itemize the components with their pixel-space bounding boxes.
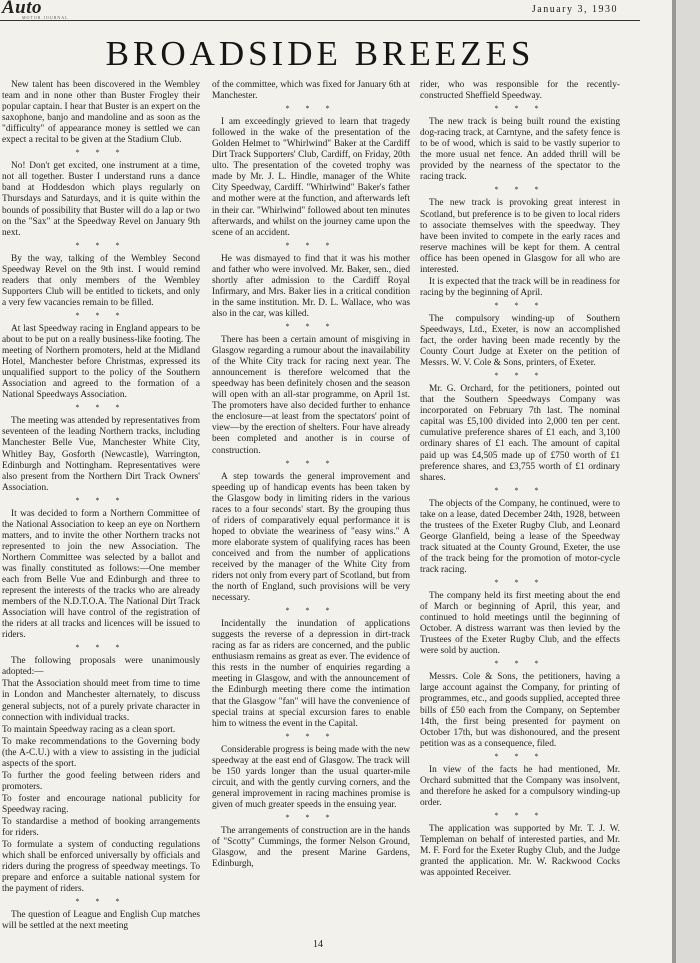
paragraph: The compulsory winding-up of Southern Speedways, Ltd., Exeter, is now an accomplished fact, the order having been made recently by the County Court Judge at Exeter on the petition of Messrs. W. V. Cole & Sons, printers, of Exeter. xyxy=(420,313,620,369)
separator: * * * xyxy=(494,751,546,761)
proposal-item: To maintain Speedway racing as a clean sport. xyxy=(2,724,176,735)
separator: * * * xyxy=(285,240,337,250)
separator: * * * xyxy=(75,240,127,250)
page-number: 14 xyxy=(313,939,323,950)
separator: * * * xyxy=(494,485,546,495)
separator: * * * xyxy=(494,185,546,195)
separator: * * * xyxy=(75,897,127,907)
paragraph: The meeting was attended by representatives from seventeen of the leading Northern tracks, including Manchester Belle Vue, Manchester White City, Whitley Bay, Gosforth (Newcastle), Warrington, Edinburgh and Nottingham. Representatives were also present from the Northern Dirt Track Owners' Association. xyxy=(2,416,200,493)
paragraph: rider, who was responsible for the recently-constructed Sheffield Speedway. xyxy=(420,80,620,102)
paragraph: The new track is being built round the existing dog-racing track, at Carntyne, and the safety fence is to be of wood, which is said to be vastly superior to the more usual net fence. An added thrill will be provided by the nearness of the spectator to the racing track. xyxy=(420,117,620,183)
separator: * * * xyxy=(494,371,546,381)
paragraph: The objects of the Company, he continued, were to take on a lease, dated December 24th, 1928, between the trustees of the Exeter Rugby Club, and Leonard George Glanfield, being a lease of the Speedway track situated at the County Ground, Exeter, the use of the track being for the promotion of motor-cycle track racing. xyxy=(420,498,620,575)
paragraph: There has been a certain amount of misgiving in Glasgow regarding a rumour about the inavailability of the White City track for racing next year. The announcement is therefore welcomed that the speedway has been definitely chosen and the season will open with an all-star programme, on April 1st. The promoters have also decided further to enhance the enclosure—at least from the spectators' point of view—by the erection of shelters. Four have already been completed and another is in course of construction. xyxy=(212,335,410,456)
paragraph: of the committee, which was fixed for January 6th at Manchester. xyxy=(212,80,410,102)
paragraph: Mr. G. Orchard, for the petitioners, pointed out that the Southern Speedways Company was incorporated on February 7th last. The nominal capital was £5,100 divided into 2,000 ten per cent. cumulative preference shares of £1 each, and 3,100 ordinary shares of £1 each. The amount of capital paid up was £4,505 made up of £750 worth of £1 preference shares, and £3,755 worth of £1 ordinary shares. xyxy=(420,384,620,483)
magazine-subtitle: MOTOR JOURNAL xyxy=(22,15,69,20)
header-rule xyxy=(0,20,640,21)
paragraph: The arrangements of construction are in the hands of "Scotty" Cummings, the former Nelson Ground, Glasgow, and the present Marine Gardens, Edinburgh, xyxy=(212,826,410,870)
separator: * * * xyxy=(494,659,546,669)
paragraph: It is expected that the track will be in readiness for racing by the beginning of April. xyxy=(420,276,620,298)
separator: * * * xyxy=(494,300,546,310)
separator: * * * xyxy=(285,731,337,741)
paragraph: The application was supported by Mr. T. J. W. Templeman on behalf of interested parties, and Mr. M. F. Ford for the Exeter Rugby Club, and the Judge granted the application. Mr. W. Rackwood Cocks was appointed Receiver. xyxy=(420,824,620,879)
separator: * * * xyxy=(285,104,337,114)
column-2 xyxy=(212,80,410,871)
column-3 xyxy=(420,80,620,880)
issue-date: January 3, 1930 xyxy=(531,4,618,15)
separator: * * * xyxy=(75,643,127,653)
separator: * * * xyxy=(75,310,127,320)
paragraph: Incidentally the inundation of applications suggests the reverse of a depression in dirt-track racing as far as riders are concerned, and the public enthusiasm remains as great as ever. The evidence of this rests in the number of enquiries regarding a meeting in Glasgow, and with the announcement of the Edinburgh meeting there come the intimation that the Glasgow "fan" will have the convenience of special trains at special excursion fares to enable him to witness the event in the Capital. xyxy=(212,619,410,729)
separator: * * * xyxy=(75,403,127,413)
separator: * * * xyxy=(75,495,127,505)
separator: * * * xyxy=(494,578,546,588)
separator: * * * xyxy=(285,606,337,616)
magazine-name: Auto xyxy=(2,0,43,18)
paragraph: At last Speedway racing in England appears to be about to be put on a really business-like footing. The meeting of Northern promoters, held at the Midland Hotel, Manchester before Christmas, expressed its unqualified support to the policy of the Southern Association and agreed to the formation of a National Speedways Association. xyxy=(2,323,200,401)
paragraph: The company held its first meeting about the end of March or beginning of April, this year, and continued to hold meetings until the beginning of October. A distress warrant was then levied by the Trustees of the Exeter Rugby Club, and the effects were sold by auction. xyxy=(420,591,620,657)
proposal-item: To standardise a method of booking arrangements for riders. xyxy=(2,817,200,839)
proposal-item: To make recommendations to the Governing body (the A-C.U.) with a view to assisting in the judicial aspects of the sport. xyxy=(2,736,200,769)
page-edge xyxy=(672,0,700,963)
paragraph: The following proposals were unanimously adopted:— xyxy=(2,656,200,678)
proposal-item: To foster and encourage national publicity for Speedway racing. xyxy=(2,793,200,815)
proposal-item: That the Association should meet from time to time in London and Manchester alternately, to discuss general subjects, not of a purely private character in connection with individual tracks. xyxy=(2,679,200,723)
separator: * * * xyxy=(285,813,337,822)
proposal-item: To formulate a system of conducting regulations which shall be enforced universally by officials and riders during the progress of speedway meetings. To prepare and enforce a suitable national system for the payment of riders. xyxy=(2,840,200,895)
paragraph: New talent has been discovered in the Wembley team and in none other than Buster Frogley their popular captain. I hear that Buster is an expert on the saxophone, banjo and mandoline and as soon as the "difficulty" of appearance money is settled we can expect a recital to be given at the Stadium Club. xyxy=(2,80,200,146)
separator: * * * xyxy=(75,148,127,158)
proposal-item: To further the good feeling between riders and promoters. xyxy=(2,770,200,792)
separator: * * * xyxy=(285,321,337,331)
paragraph: The new track is provoking great interest in Scotland, but preference is to be given to local riders to associate themselves with the speedway. They have been invited to compete in the early races and reserve machines will be kept for them. A central office has been opened in Glasgow for all who are interested. xyxy=(420,198,620,275)
paragraph: Messrs. Cole & Sons, the petitioners, having a large account against the Company, for printing of programmes, etc., and goods supplied, accepted three bills of £50 each from the Company, on September 14th, the first being presented for payment on October 17th, but was dishonoured, and the present petition was as a consequence, filed. xyxy=(420,672,620,749)
paragraph: A step towards the general improvement and speeding up of handicap events has been taken by the Glasgow body in limiting riders in the various races to a four seconds' start. By the grouping thus of riders of comparatively equal performance it is hoped to obviate the weariness of "easy wins." A more elaborate system of qualifying races has been conceived and from the number of applications received by the manager of the White City from riders not only from every part of Scotland, but from the north of England, such provisions will be very necessary. xyxy=(212,471,410,604)
separator: * * * xyxy=(285,458,337,468)
page-header xyxy=(0,0,672,22)
paragraph: By the way, talking of the Wembley Second Speedway Revel on the 9th inst. I would remind readers that only members of the Wembley Supporters Club will be entitled to tickets, and only a very few vacancies remain to be filled. xyxy=(2,253,200,308)
separator: * * * xyxy=(494,810,546,820)
paragraph: No! Don't get excited, one instrument at a time, not all together. Buster I understand runs a dance band at Hoddesdon which plays regularly on Thursdays and Saturdays, and it is quite within the bounds of possibility that Buster will do a lap or two on the "Sax" at the Speedway Revel on January 9th next. xyxy=(2,161,200,238)
article-title: BROADSIDE BREEZES xyxy=(105,34,535,73)
paragraph: I am exceedingly grieved to learn that tragedy followed in the wake of the presentation of the Golden Helmet to "Whirlwind" Baker at the Cardiff Dirt Track Supporters' Club, Cardiff, on Friday, 20th ulto. The presentation of the coveted trophy was made by Mr. J. L. Hindle, manager of the White City Speedway, Cardiff. "Whirlwind" Baker's father and mother were at the function, and afterwards left in their car. "Whirlwind" followed about ten minutes afterwards, and whilst on the journey came upon the scene of an accident. xyxy=(212,117,410,238)
column-1 xyxy=(2,80,200,933)
paragraph: In view of the facts he had mentioned, Mr. Orchard submitted that the Company was insolvent, and therefore he asked for a compulsory winding-up order. xyxy=(420,764,620,808)
paragraph: He was dismayed to find that it was his mother and father who were involved. Mr. Baker, sen., died shortly after admission to the Cardiff Royal Infirmary, and Mrs. Baker lies in a critical condition in the same institution. Mr. D. L. Wallace, who was also in the car, was killed. xyxy=(212,253,410,319)
separator: * * * xyxy=(494,104,546,114)
paragraph: Considerable progress is being made with the new speedway at the east end of Glasgow. The track will be 150 yards longer than the usual quarter-mile circuit, and with the gently curving corners, and the general improvement in racing machines promise is given of much greater speeds in the ensuing year. xyxy=(212,744,410,810)
paragraph: It was decided to form a Northern Committee of the National Association to keep an eye on Northern matters, and to invite the other Northern tracks not represented to join the new Association. The Northern Committee was selected by a ballot and was finally constituted as follows:—One member each from Belle Vue and Edinburgh and three to represent the interests of the tracks who are already members of the N.D.T.O.A. The National Dirt Track Association will have control of the registration of the riders at all tracks and licences will be issued to riders. xyxy=(2,508,200,641)
paragraph: The question of League and English Cup matches will be settled at the next meeting xyxy=(2,910,200,932)
